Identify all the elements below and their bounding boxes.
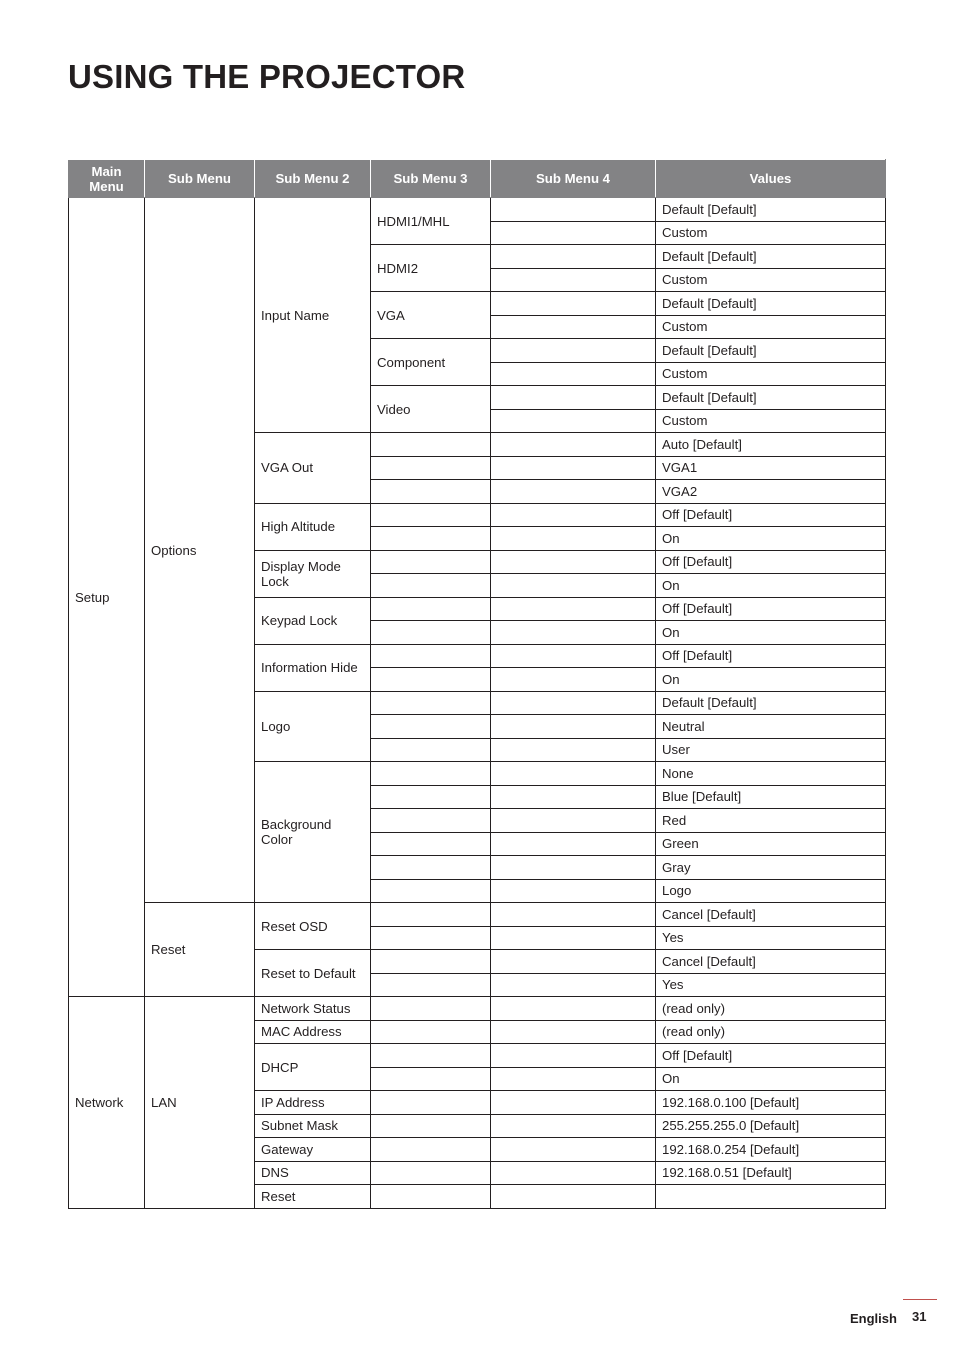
- sub-menu-4-cell: [491, 456, 656, 480]
- sub-menu-3-cell: [371, 1138, 491, 1162]
- value-cell: Neutral: [656, 715, 886, 739]
- sub-menu-4-cell: [491, 433, 656, 457]
- sub-menu-2-cell: Network Status: [255, 997, 371, 1021]
- sub-menu-4-cell: [491, 503, 656, 527]
- sub-menu-3-cell: [371, 668, 491, 692]
- sub-menu-2-cell: Reset OSD: [255, 903, 371, 950]
- main-menu-cell: Network: [69, 997, 145, 1209]
- value-cell: Default [Default]: [656, 386, 886, 410]
- sub-menu-3-cell: [371, 785, 491, 809]
- value-cell: Off [Default]: [656, 550, 886, 574]
- sub-menu-2-cell: Gateway: [255, 1138, 371, 1162]
- sub-menu-3-cell: [371, 691, 491, 715]
- sub-menu-2-cell: DNS: [255, 1161, 371, 1185]
- value-cell: On: [656, 668, 886, 692]
- value-cell: Cancel [Default]: [656, 950, 886, 974]
- sub-menu-4-cell: [491, 1114, 656, 1138]
- sub-menu-3-cell: [371, 621, 491, 645]
- sub-menu-4-cell: [491, 315, 656, 339]
- sub-menu-4-cell: [491, 1185, 656, 1209]
- value-cell: (read only): [656, 1020, 886, 1044]
- sub-menu-4-cell: [491, 268, 656, 292]
- value-cell: On: [656, 1067, 886, 1091]
- sub-menu-4-cell: [491, 409, 656, 433]
- value-cell: Logo: [656, 879, 886, 903]
- value-cell: On: [656, 574, 886, 598]
- header-values: Values: [656, 160, 886, 198]
- sub-menu-4-cell: [491, 832, 656, 856]
- value-cell: None: [656, 762, 886, 786]
- sub-menu-3-cell: [371, 1091, 491, 1115]
- sub-menu-4-cell: [491, 1067, 656, 1091]
- sub-menu-3-cell: [371, 997, 491, 1021]
- sub-menu-2-cell: Information Hide: [255, 644, 371, 691]
- sub-menu-2-cell: High Altitude: [255, 503, 371, 550]
- sub-menu-4-cell: [491, 762, 656, 786]
- footer-accent-line: [903, 1299, 937, 1300]
- sub-menu-2-cell: MAC Address: [255, 1020, 371, 1044]
- sub-menu-3-cell: [371, 762, 491, 786]
- sub-menu-4-cell: [491, 245, 656, 269]
- sub-menu-2-cell: VGA Out: [255, 433, 371, 504]
- sub-menu-4-cell: [491, 785, 656, 809]
- sub-menu-3-cell: [371, 903, 491, 927]
- sub-menu-3-cell: Component: [371, 339, 491, 386]
- sub-menu-3-cell: [371, 950, 491, 974]
- value-cell: Off [Default]: [656, 1044, 886, 1068]
- sub-menu-4-cell: [491, 950, 656, 974]
- sub-menu-4-cell: [491, 879, 656, 903]
- value-cell: 192.168.0.100 [Default]: [656, 1091, 886, 1115]
- sub-menu-4-cell: [491, 1020, 656, 1044]
- table-header-row: [69, 160, 886, 198]
- main-menu-cell: Setup: [69, 198, 145, 997]
- sub-menu-4-cell: [491, 292, 656, 316]
- sub-menu-3-cell: [371, 856, 491, 880]
- sub-menu-3-cell: [371, 715, 491, 739]
- header-sub-menu-4: Sub Menu 4: [491, 160, 656, 198]
- value-cell: Default [Default]: [656, 198, 886, 222]
- sub-menu-3-cell: [371, 1114, 491, 1138]
- value-cell: Green: [656, 832, 886, 856]
- value-cell: Custom: [656, 315, 886, 339]
- sub-menu-cell: Reset: [145, 903, 255, 997]
- value-cell: 192.168.0.51 [Default]: [656, 1161, 886, 1185]
- sub-menu-4-cell: [491, 221, 656, 245]
- value-cell: Default [Default]: [656, 691, 886, 715]
- value-cell: Off [Default]: [656, 644, 886, 668]
- sub-menu-4-cell: [491, 339, 656, 363]
- value-cell: Off [Default]: [656, 503, 886, 527]
- sub-menu-3-cell: [371, 973, 491, 997]
- value-cell: [656, 1185, 886, 1209]
- value-cell: Red: [656, 809, 886, 833]
- table-row: [69, 997, 886, 1021]
- sub-menu-3-cell: [371, 503, 491, 527]
- sub-menu-3-cell: [371, 550, 491, 574]
- sub-menu-4-cell: [491, 715, 656, 739]
- sub-menu-4-cell: [491, 527, 656, 551]
- sub-menu-4-cell: [491, 973, 656, 997]
- value-cell: Default [Default]: [656, 292, 886, 316]
- sub-menu-4-cell: [491, 574, 656, 598]
- page-number: 31: [912, 1309, 927, 1324]
- sub-menu-4-cell: [491, 668, 656, 692]
- sub-menu-4-cell: [491, 362, 656, 386]
- value-cell: On: [656, 527, 886, 551]
- sub-menu-4-cell: [491, 856, 656, 880]
- sub-menu-3-cell: [371, 1067, 491, 1091]
- value-cell: Default [Default]: [656, 245, 886, 269]
- sub-menu-3-cell: Video: [371, 386, 491, 433]
- sub-menu-3-cell: [371, 926, 491, 950]
- page-title: USING THE PROJECTOR: [68, 58, 466, 95]
- sub-menu-3-cell: [371, 456, 491, 480]
- sub-menu-4-cell: [491, 1138, 656, 1162]
- sub-menu-4-cell: [491, 691, 656, 715]
- sub-menu-3-cell: [371, 832, 491, 856]
- sub-menu-4-cell: [491, 597, 656, 621]
- sub-menu-3-cell: [371, 480, 491, 504]
- sub-menu-3-cell: [371, 433, 491, 457]
- value-cell: Gray: [656, 856, 886, 880]
- sub-menu-4-cell: [491, 1091, 656, 1115]
- sub-menu-2-cell: Keypad Lock: [255, 597, 371, 644]
- value-cell: Blue [Default]: [656, 785, 886, 809]
- osd-menu-table: [68, 159, 886, 1209]
- value-cell: Cancel [Default]: [656, 903, 886, 927]
- sub-menu-cell: LAN: [145, 997, 255, 1209]
- value-cell: VGA2: [656, 480, 886, 504]
- sub-menu-3-cell: [371, 527, 491, 551]
- table-row: [69, 198, 886, 222]
- sub-menu-2-cell: Display Mode Lock: [255, 550, 371, 597]
- sub-menu-4-cell: [491, 903, 656, 927]
- sub-menu-3-cell: [371, 1185, 491, 1209]
- value-cell: On: [656, 621, 886, 645]
- sub-menu-4-cell: [491, 198, 656, 222]
- sub-menu-2-cell: Input Name: [255, 198, 371, 433]
- value-cell: (read only): [656, 997, 886, 1021]
- sub-menu-4-cell: [491, 621, 656, 645]
- sub-menu-3-cell: HDMI1/MHL: [371, 198, 491, 245]
- sub-menu-cell: Options: [145, 198, 255, 903]
- footer-language: English: [850, 1311, 897, 1326]
- sub-menu-4-cell: [491, 926, 656, 950]
- value-cell: Custom: [656, 221, 886, 245]
- value-cell: Yes: [656, 973, 886, 997]
- value-cell: Yes: [656, 926, 886, 950]
- value-cell: Custom: [656, 362, 886, 386]
- sub-menu-3-cell: [371, 574, 491, 598]
- header-sub-menu-3: Sub Menu 3: [371, 160, 491, 198]
- value-cell: 192.168.0.254 [Default]: [656, 1138, 886, 1162]
- value-cell: Default [Default]: [656, 339, 886, 363]
- sub-menu-3-cell: [371, 597, 491, 621]
- sub-menu-2-cell: Reset to Default: [255, 950, 371, 997]
- header-sub-menu: Sub Menu: [145, 160, 255, 198]
- sub-menu-3-cell: [371, 809, 491, 833]
- sub-menu-2-cell: IP Address: [255, 1091, 371, 1115]
- sub-menu-2-cell: Subnet Mask: [255, 1114, 371, 1138]
- value-cell: Auto [Default]: [656, 433, 886, 457]
- sub-menu-4-cell: [491, 997, 656, 1021]
- sub-menu-2-cell: Logo: [255, 691, 371, 762]
- value-cell: User: [656, 738, 886, 762]
- sub-menu-4-cell: [491, 1161, 656, 1185]
- value-cell: VGA1: [656, 456, 886, 480]
- sub-menu-4-cell: [491, 1044, 656, 1068]
- sub-menu-3-cell: [371, 1020, 491, 1044]
- header-main-menu: Main Menu: [69, 160, 145, 198]
- value-cell: 255.255.255.0 [Default]: [656, 1114, 886, 1138]
- sub-menu-4-cell: [491, 550, 656, 574]
- value-cell: Off [Default]: [656, 597, 886, 621]
- sub-menu-4-cell: [491, 386, 656, 410]
- sub-menu-2-cell: DHCP: [255, 1044, 371, 1091]
- sub-menu-3-cell: [371, 738, 491, 762]
- value-cell: Custom: [656, 409, 886, 433]
- table-row: [69, 903, 886, 927]
- sub-menu-3-cell: [371, 1161, 491, 1185]
- value-cell: Custom: [656, 268, 886, 292]
- sub-menu-2-cell: Background Color: [255, 762, 371, 903]
- sub-menu-3-cell: HDMI2: [371, 245, 491, 292]
- sub-menu-2-cell: Reset: [255, 1185, 371, 1209]
- sub-menu-4-cell: [491, 809, 656, 833]
- sub-menu-4-cell: [491, 480, 656, 504]
- sub-menu-3-cell: [371, 644, 491, 668]
- sub-menu-4-cell: [491, 644, 656, 668]
- sub-menu-3-cell: [371, 879, 491, 903]
- sub-menu-3-cell: VGA: [371, 292, 491, 339]
- sub-menu-4-cell: [491, 738, 656, 762]
- sub-menu-3-cell: [371, 1044, 491, 1068]
- header-sub-menu-2: Sub Menu 2: [255, 160, 371, 198]
